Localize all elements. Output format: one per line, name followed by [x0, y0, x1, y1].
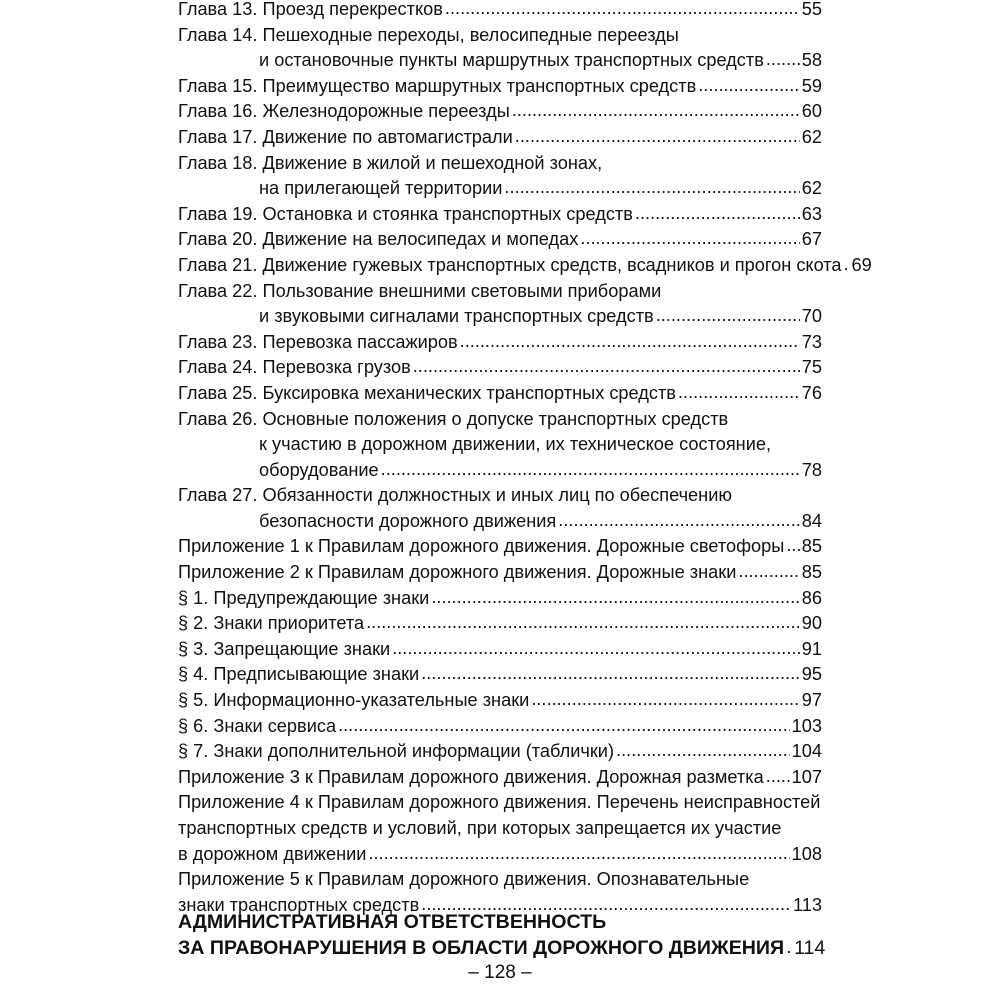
- toc-chapter-number: Глава 25.: [178, 382, 258, 403]
- toc-entry-title: Приложение 2 к Правилам дорожного движения. Дорожные знаки: [178, 562, 737, 583]
- toc-page-number: 67: [801, 229, 822, 250]
- toc-entry-title: Движение на велосипедах и мопедах: [262, 229, 579, 250]
- section-heading: [178, 909, 826, 961]
- toc-entry: [178, 99, 822, 125]
- toc-entry: [178, 765, 822, 791]
- toc-entry: [178, 483, 822, 534]
- toc-entry-title: в дорожном движении: [178, 843, 367, 864]
- toc-entry-title: Буксировка механических транспортных средств: [262, 382, 676, 403]
- toc-chapter-number: Глава 15.: [178, 75, 258, 96]
- toc-page-number: 75: [801, 357, 822, 378]
- toc-page-number: 85: [801, 536, 822, 557]
- toc-page-number: 90: [801, 613, 822, 634]
- toc-entry-title: на прилегающей территории: [259, 178, 503, 199]
- toc-page-number: 70: [801, 306, 822, 327]
- toc-page-number: 84: [801, 510, 822, 531]
- dot-leader: [338, 713, 790, 739]
- toc-entry-title: Пользование внешними световыми приборами: [262, 280, 662, 301]
- toc-entry-line: [178, 739, 822, 765]
- toc-entry-line: [178, 765, 822, 791]
- toc-entry: [178, 790, 822, 867]
- toc-entry-line: [178, 534, 822, 560]
- dot-leader: [413, 354, 800, 380]
- toc-entry-title: § 6. Знаки сервиса: [178, 715, 337, 736]
- dot-leader: [635, 201, 800, 227]
- toc-entry-title: знаки транспортных средств: [178, 894, 420, 915]
- toc-entry-title: к участию в дорожном движении, их техническое состояние,: [259, 434, 772, 455]
- toc-entry-line: [178, 483, 822, 509]
- toc-entry-line: [178, 432, 822, 458]
- toc-page-number: 103: [791, 715, 822, 736]
- toc-chapter-number: Глава 21.: [178, 254, 258, 275]
- toc-entry-line: [178, 714, 822, 740]
- dot-leader: [512, 98, 800, 124]
- dot-leader: [504, 175, 799, 201]
- toc-entry: [178, 74, 822, 100]
- dot-leader: [460, 329, 800, 355]
- toc-entry: [178, 688, 822, 714]
- toc-entry-line: [178, 867, 822, 893]
- toc-entry-line: [178, 586, 822, 612]
- toc-entry-title: Железнодорожные переезды: [262, 101, 510, 122]
- toc-entry: [178, 0, 822, 23]
- toc-entry: [178, 381, 822, 407]
- dot-leader: [515, 124, 800, 150]
- toc-page-number: 60: [801, 101, 822, 122]
- dot-leader: [366, 610, 800, 636]
- toc-page-number: 69: [851, 254, 872, 275]
- toc-entry-line: [178, 74, 822, 100]
- toc-entry: [178, 279, 822, 330]
- toc-entry-title: Движение по автомагистрали: [262, 126, 513, 147]
- toc-entry-line: [178, 176, 822, 202]
- toc-entry: [178, 714, 822, 740]
- toc-entry: [178, 23, 822, 74]
- dot-leader: [786, 934, 792, 960]
- toc-entry-title: Приложение 5 к Правилам дорожного движения. Опознавательные: [178, 869, 750, 890]
- toc-entry: [178, 407, 822, 484]
- toc-chapter-number: Глава 16.: [178, 101, 258, 122]
- toc-entry-line: [178, 842, 822, 868]
- dot-leader: [558, 508, 799, 534]
- toc-chapter-number: Глава 19.: [178, 203, 258, 224]
- heading-text: АДМИНИСТРАТИВНАЯ ОТВЕТСТВЕННОСТЬ: [178, 911, 607, 933]
- toc-page-number: 86: [801, 587, 822, 608]
- toc-page-number: 62: [801, 178, 822, 199]
- toc-page-number: 55: [801, 0, 822, 19]
- toc-page-number: 108: [791, 843, 822, 864]
- dot-leader: [786, 533, 799, 559]
- toc-entry-title: Движение гужевых транспортных средств, всадников и прогон скота: [262, 254, 842, 275]
- dot-leader: [766, 47, 800, 73]
- toc-entry: [178, 534, 822, 560]
- heading-line: [178, 935, 826, 961]
- toc-page-number: 63: [801, 203, 822, 224]
- toc-entry-title: § 5. Информационно-указательные знаки: [178, 690, 530, 711]
- toc-chapter-number: Глава 14.: [178, 24, 258, 45]
- toc-entry-line: [178, 816, 822, 842]
- toc-entry-title: Пешеходные переходы, велосипедные переезды: [262, 24, 679, 45]
- toc-chapter-number: Глава 22.: [178, 280, 258, 301]
- toc-entry-line: [178, 790, 822, 816]
- toc-entry-title: § 1. Предупреждающие знаки: [178, 587, 430, 608]
- toc-entry: [178, 330, 822, 356]
- toc-entry-line: [178, 509, 822, 535]
- toc-entry-title: § 2. Знаки приоритета: [178, 613, 365, 634]
- toc-entry-title: Проезд перекрестков: [262, 0, 443, 19]
- heading-line: [178, 909, 822, 935]
- toc-page-number: 73: [801, 331, 822, 352]
- dot-leader: [678, 380, 800, 406]
- toc-entry-title: Движение в жилой и пешеходной зонах,: [262, 152, 603, 173]
- toc-page-number: 97: [801, 690, 822, 711]
- toc-entry-line: [178, 151, 822, 177]
- toc-entry-line: [178, 688, 822, 714]
- toc-entry-title: Приложение 1 к Правилам дорожного движения. Дорожные светофоры: [178, 536, 785, 557]
- toc-entry-line: [178, 227, 822, 253]
- toc-page-number: 107: [791, 766, 822, 787]
- toc-chapter-number: Глава 20.: [178, 229, 258, 250]
- dot-leader: [580, 226, 799, 252]
- toc-entry: [178, 662, 822, 688]
- toc-entry-title: § 4. Предписывающие знаки: [178, 664, 420, 685]
- toc-chapter-number: Глава 17.: [178, 126, 258, 147]
- toc-entry-line: [178, 611, 822, 637]
- toc-entry: [178, 739, 822, 765]
- toc-entry-line: [178, 23, 822, 49]
- toc-chapter-number: Глава 23.: [178, 331, 258, 352]
- toc-entry: [178, 151, 822, 202]
- dot-leader: [392, 636, 800, 662]
- toc-entry-line: [178, 381, 822, 407]
- page-number: – 128 –: [468, 962, 532, 983]
- toc-entry-title: § 7. Знаки дополнительной информации (таблички): [178, 741, 615, 762]
- dot-leader: [766, 764, 790, 790]
- toc-entry: [178, 227, 822, 253]
- toc-entry-title: транспортных средств и условий, при которых запрещается их участие: [178, 818, 782, 838]
- toc-page-number: 59: [801, 75, 822, 96]
- toc-page-number: 113: [793, 894, 822, 915]
- toc-entry-title: Преимущество маршрутных транспортных средств: [262, 75, 697, 96]
- toc-page-number: 58: [801, 50, 822, 71]
- dot-leader: [531, 687, 799, 713]
- toc-entry-title: Приложение 4 к Правилам дорожного движения. Перечень неисправностей: [178, 792, 821, 813]
- toc-chapter-number: Глава 27.: [178, 485, 258, 506]
- dot-leader: [421, 661, 800, 687]
- toc-entry-title: Перевозка пассажиров: [262, 331, 458, 352]
- toc-entry-title: Остановка и стоянка транспортных средств: [262, 203, 633, 224]
- toc-entry-line: [178, 662, 822, 688]
- toc-entry: [178, 637, 822, 663]
- toc-page-number: 76: [801, 382, 822, 403]
- dot-leader: [844, 252, 850, 278]
- toc-entry: [178, 611, 822, 637]
- dot-leader: [698, 73, 800, 99]
- toc-page-number: 62: [801, 126, 822, 147]
- toc-entry-line: [178, 202, 822, 228]
- toc-chapter-number: Глава 18.: [178, 152, 258, 173]
- toc-entry-title: § 3. Запрещающие знаки: [178, 638, 391, 659]
- toc-entry-line: [178, 458, 822, 484]
- toc-entry: [178, 586, 822, 612]
- dot-leader: [738, 559, 799, 585]
- toc-entry-line: [178, 48, 822, 74]
- dot-leader: [368, 841, 789, 867]
- toc-entry-title: безопасности дорожного движения: [259, 510, 557, 531]
- dot-leader: [445, 0, 800, 22]
- toc-entry-title: Основные положения о допуске транспортных средств: [262, 408, 729, 429]
- toc-page-number: 91: [801, 638, 822, 659]
- toc-entry: [178, 560, 822, 586]
- toc-entry: [178, 253, 872, 279]
- toc-entry-title: оборудование: [259, 459, 379, 480]
- heading-page-number: 114: [794, 937, 826, 959]
- toc-entry: [178, 355, 822, 381]
- toc-entry-line: [178, 0, 822, 23]
- toc-entry-title: Приложение 3 к Правилам дорожного движения. Дорожная разметка: [178, 766, 764, 787]
- toc-entry: [178, 125, 822, 151]
- toc-page-number: 104: [791, 741, 822, 762]
- toc-entry-title: и звуковыми сигналами транспортных средств: [259, 306, 654, 327]
- toc-chapter-number: Глава 24.: [178, 357, 258, 378]
- heading-text: ЗА ПРАВОНАРУШЕНИЯ В ОБЛАСТИ ДОРОЖНОГО ДВИЖЕНИЯ: [178, 937, 785, 959]
- toc-entry-title: и остановочные пункты маршрутных транспортных средств: [259, 50, 764, 71]
- toc-chapter-number: Глава 26.: [178, 408, 258, 429]
- toc-entry-title: Обязанности должностных и иных лиц по обеспечению: [262, 485, 733, 506]
- toc-chapter-number: Глава 13.: [178, 0, 258, 19]
- dot-leader: [381, 457, 800, 483]
- toc-entry-line: [178, 125, 822, 151]
- toc-entry-line: [178, 637, 822, 663]
- toc-entry-title: Перевозка грузов: [262, 357, 411, 378]
- dot-leader: [616, 738, 790, 764]
- toc-entry-line: [178, 407, 822, 433]
- toc-page-number: 95: [801, 664, 822, 685]
- toc-entry-line: [178, 560, 822, 586]
- toc-entry-line: [178, 330, 822, 356]
- toc-entry-line: [178, 99, 822, 125]
- toc-entry-line: [178, 279, 822, 305]
- toc-entry-line: [178, 253, 872, 279]
- table-of-contents: [178, 0, 872, 918]
- toc-entry: [178, 202, 822, 228]
- toc-entry-line: [178, 355, 822, 381]
- dot-leader: [656, 303, 800, 329]
- toc-page-number: 85: [801, 562, 822, 583]
- toc-page-number: 78: [801, 459, 822, 480]
- dot-leader: [431, 585, 799, 611]
- toc-entry-line: [178, 304, 822, 330]
